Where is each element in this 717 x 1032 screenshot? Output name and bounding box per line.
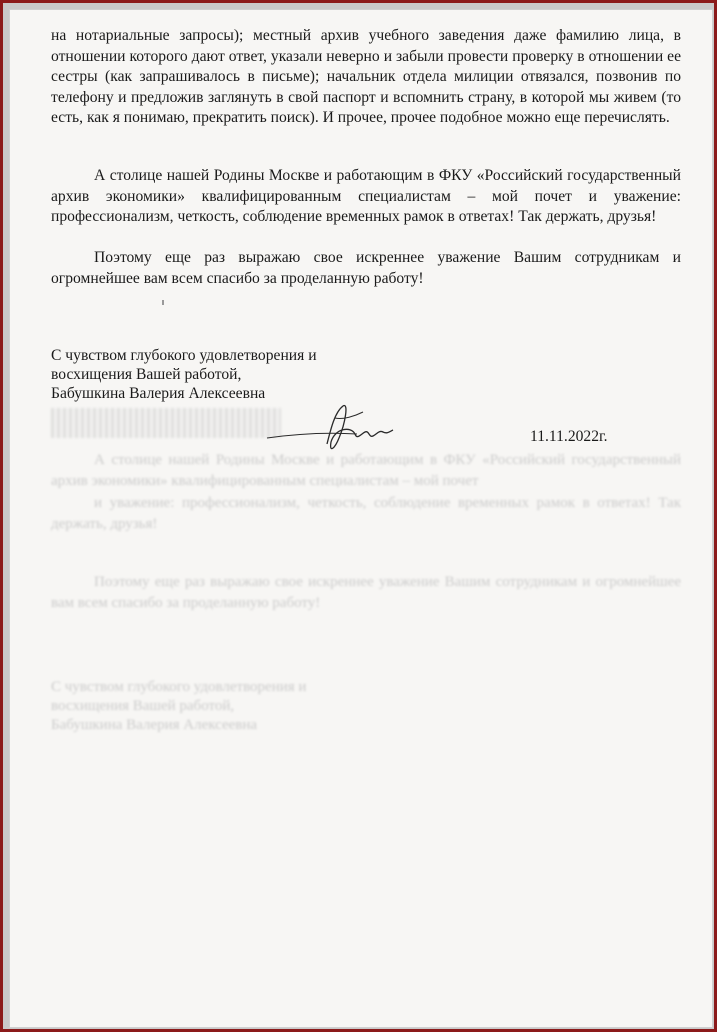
handwritten-signature bbox=[265, 398, 405, 458]
closing-line: С чувством глубокого удовлетворения и bbox=[51, 347, 317, 364]
signer-name: Бабушкина Валерия Алексеевна bbox=[51, 385, 266, 402]
redacted-contact-info bbox=[51, 408, 281, 438]
show-through-text: и уважение: профессионализм, четкость, соблюдение временных рамок в ответах! Так держать, друзья! bbox=[51, 495, 681, 532]
paragraph-complaints: на нотариальные запросы); местный архив учебного заведения даже фамилию лица, в отношении которого дают ответ, указали неверно и забыли провести проверку в отношении ее сестры (как запрашивалось в письме); начальник отдела милиции отвязался, позвонив по телефону и предложив заглянуть в свой паспорт и вспомнить страну, в которой мы живем (то есть, как я понимаю, прекратить поиск). И прочее, прочее подобное можно еще перечислять. bbox=[51, 27, 681, 126]
show-through-text: А столице нашей Родины Москве и работающим в ФКУ «Российский государственный архив экономики» квалифицированным специалистам – мой почет bbox=[51, 452, 681, 489]
document-date: 11.11.2022г. bbox=[530, 428, 608, 445]
paragraph-thanks: Поэтому еще раз выражаю свое искреннее уважение Вашим сотрудникам и огромнейшее вам всем спасибо за проделанную работу! bbox=[51, 249, 681, 287]
show-through-text: Поэтому еще раз выражаю свое искреннее уважение Вашим сотрудникам и огромнейшее вам всем спасибо за проделанную работу! bbox=[51, 574, 681, 611]
paragraph-gratitude-archive: А столице нашей Родины Москве и работающим в ФКУ «Российский государственный архив экономики» квалифицированным специалистам – мой почет и уважение: профессионализм, четкость, соблюдение временных рамок в ответах! Так держать, друзья! bbox=[51, 167, 681, 225]
show-through-text: С чувством глубокого удовлетворения и восхищения Вашей работой, Бабушкина Валерия Алексеевна bbox=[51, 679, 307, 733]
closing-block bbox=[51, 346, 411, 403]
closing-line: восхищения Вашей работой, bbox=[51, 366, 242, 383]
stray-mark bbox=[162, 300, 164, 305]
letter-page bbox=[9, 9, 713, 1028]
